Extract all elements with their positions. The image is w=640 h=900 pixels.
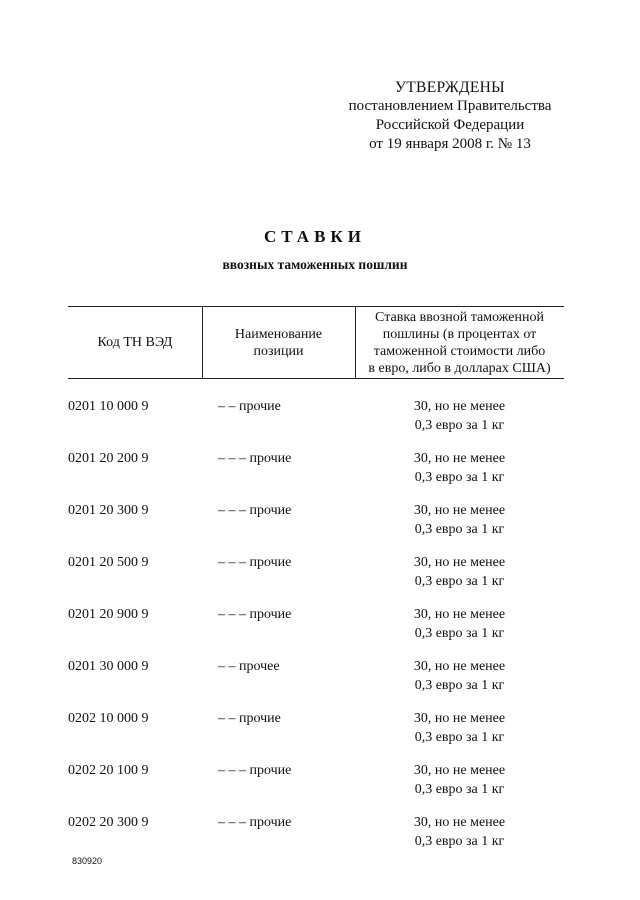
- approval-line-2: Российской Федерации: [375, 117, 525, 133]
- header-rate-line-2: пошлины (в процентах от: [382, 326, 537, 342]
- row-rate: [355, 813, 564, 851]
- row-code: 0201 20 500 9: [68, 555, 149, 570]
- row-rate-line-1: 30, но не менее: [413, 659, 506, 674]
- row-name: – – прочие: [218, 399, 281, 414]
- approval-block: [330, 78, 570, 154]
- row-rate-line-2: 0,3 евро за 1 кг: [414, 418, 505, 433]
- row-rate-line-1: 30, но не менее: [413, 815, 506, 830]
- header-name-line-2: позиции: [253, 343, 304, 359]
- row-rate-line-2: 0,3 евро за 1 кг: [414, 730, 505, 745]
- row-name: – – – прочие: [218, 763, 292, 778]
- row-rate: [355, 761, 564, 799]
- row-rate-line-1: 30, но не менее: [413, 607, 506, 622]
- header-code: [68, 307, 202, 378]
- row-rate: [355, 657, 564, 695]
- row-rate: [355, 709, 564, 747]
- row-rate: [355, 605, 564, 643]
- row-rate-line-1: 30, но не менее: [413, 451, 506, 466]
- header-name-line-1: Наименование: [234, 326, 323, 342]
- table-row: [68, 761, 564, 813]
- table-header: [68, 306, 564, 379]
- row-name: – – – прочие: [218, 451, 292, 466]
- row-rate-line-2: 0,3 евро за 1 кг: [414, 834, 505, 849]
- row-rate-line-2: 0,3 евро за 1 кг: [414, 522, 505, 537]
- title-subtitle: ввозных таможенных пошлин: [222, 257, 408, 272]
- row-rate-line-1: 30, но не менее: [413, 399, 506, 414]
- approval-line-1: постановлением Правительства: [348, 98, 552, 114]
- header-rate-line-4: в евро, либо в долларах США): [368, 360, 551, 376]
- header-rate-line-1: Ставка ввозной таможенной: [375, 309, 544, 325]
- row-code: 0201 20 200 9: [68, 451, 149, 466]
- row-rate-line-2: 0,3 евро за 1 кг: [414, 678, 505, 693]
- row-rate-line-2: 0,3 евро за 1 кг: [414, 626, 505, 641]
- row-rate: [355, 449, 564, 487]
- table-row: [68, 449, 564, 501]
- header-name: [202, 307, 355, 378]
- row-name: – – – прочие: [218, 815, 292, 830]
- row-rate: [355, 397, 564, 435]
- approval-line-3: от 19 января 2008 г. № 13: [369, 136, 531, 152]
- title-main: СТАВКИ: [264, 227, 366, 246]
- header-code-label: Код ТН ВЭД: [97, 335, 173, 350]
- row-name: – – прочее: [218, 659, 280, 674]
- row-code: 0201 20 900 9: [68, 607, 149, 622]
- row-rate-line-1: 30, но не менее: [413, 711, 506, 726]
- document-number: 830920: [72, 856, 103, 866]
- row-code: 0201 20 300 9: [68, 503, 149, 518]
- header-rate-line-3: таможенной стоимости либо: [373, 343, 546, 359]
- table-row: [68, 397, 564, 449]
- row-rate-line-2: 0,3 евро за 1 кг: [414, 782, 505, 797]
- row-rate-line-1: 30, но не менее: [413, 763, 506, 778]
- row-code: 0202 20 100 9: [68, 763, 149, 778]
- table-row: [68, 657, 564, 709]
- header-rate: [355, 307, 564, 378]
- table-row: [68, 813, 564, 865]
- table-row: [68, 553, 564, 605]
- row-code: 0202 10 000 9: [68, 711, 149, 726]
- row-rate-line-1: 30, но не менее: [413, 503, 506, 518]
- row-rate: [355, 501, 564, 539]
- row-code: 0202 20 300 9: [68, 815, 149, 830]
- table-row: [68, 709, 564, 761]
- table-body: [68, 379, 564, 865]
- row-rate-line-2: 0,3 евро за 1 кг: [414, 574, 505, 589]
- table-row: [68, 501, 564, 553]
- table-row: [68, 605, 564, 657]
- row-name: – – прочие: [218, 711, 281, 726]
- row-name: – – – прочие: [218, 503, 292, 518]
- row-name: – – – прочие: [218, 607, 292, 622]
- row-rate-line-2: 0,3 евро за 1 кг: [414, 470, 505, 485]
- document-title: [160, 226, 470, 274]
- approval-heading: УТВЕРЖДЕНЫ: [395, 79, 505, 96]
- row-code: 0201 30 000 9: [68, 659, 149, 674]
- row-rate: [355, 553, 564, 591]
- tariff-table: [68, 306, 564, 865]
- row-code: 0201 10 000 9: [68, 399, 149, 414]
- row-name: – – – прочие: [218, 555, 292, 570]
- row-rate-line-1: 30, но не менее: [413, 555, 506, 570]
